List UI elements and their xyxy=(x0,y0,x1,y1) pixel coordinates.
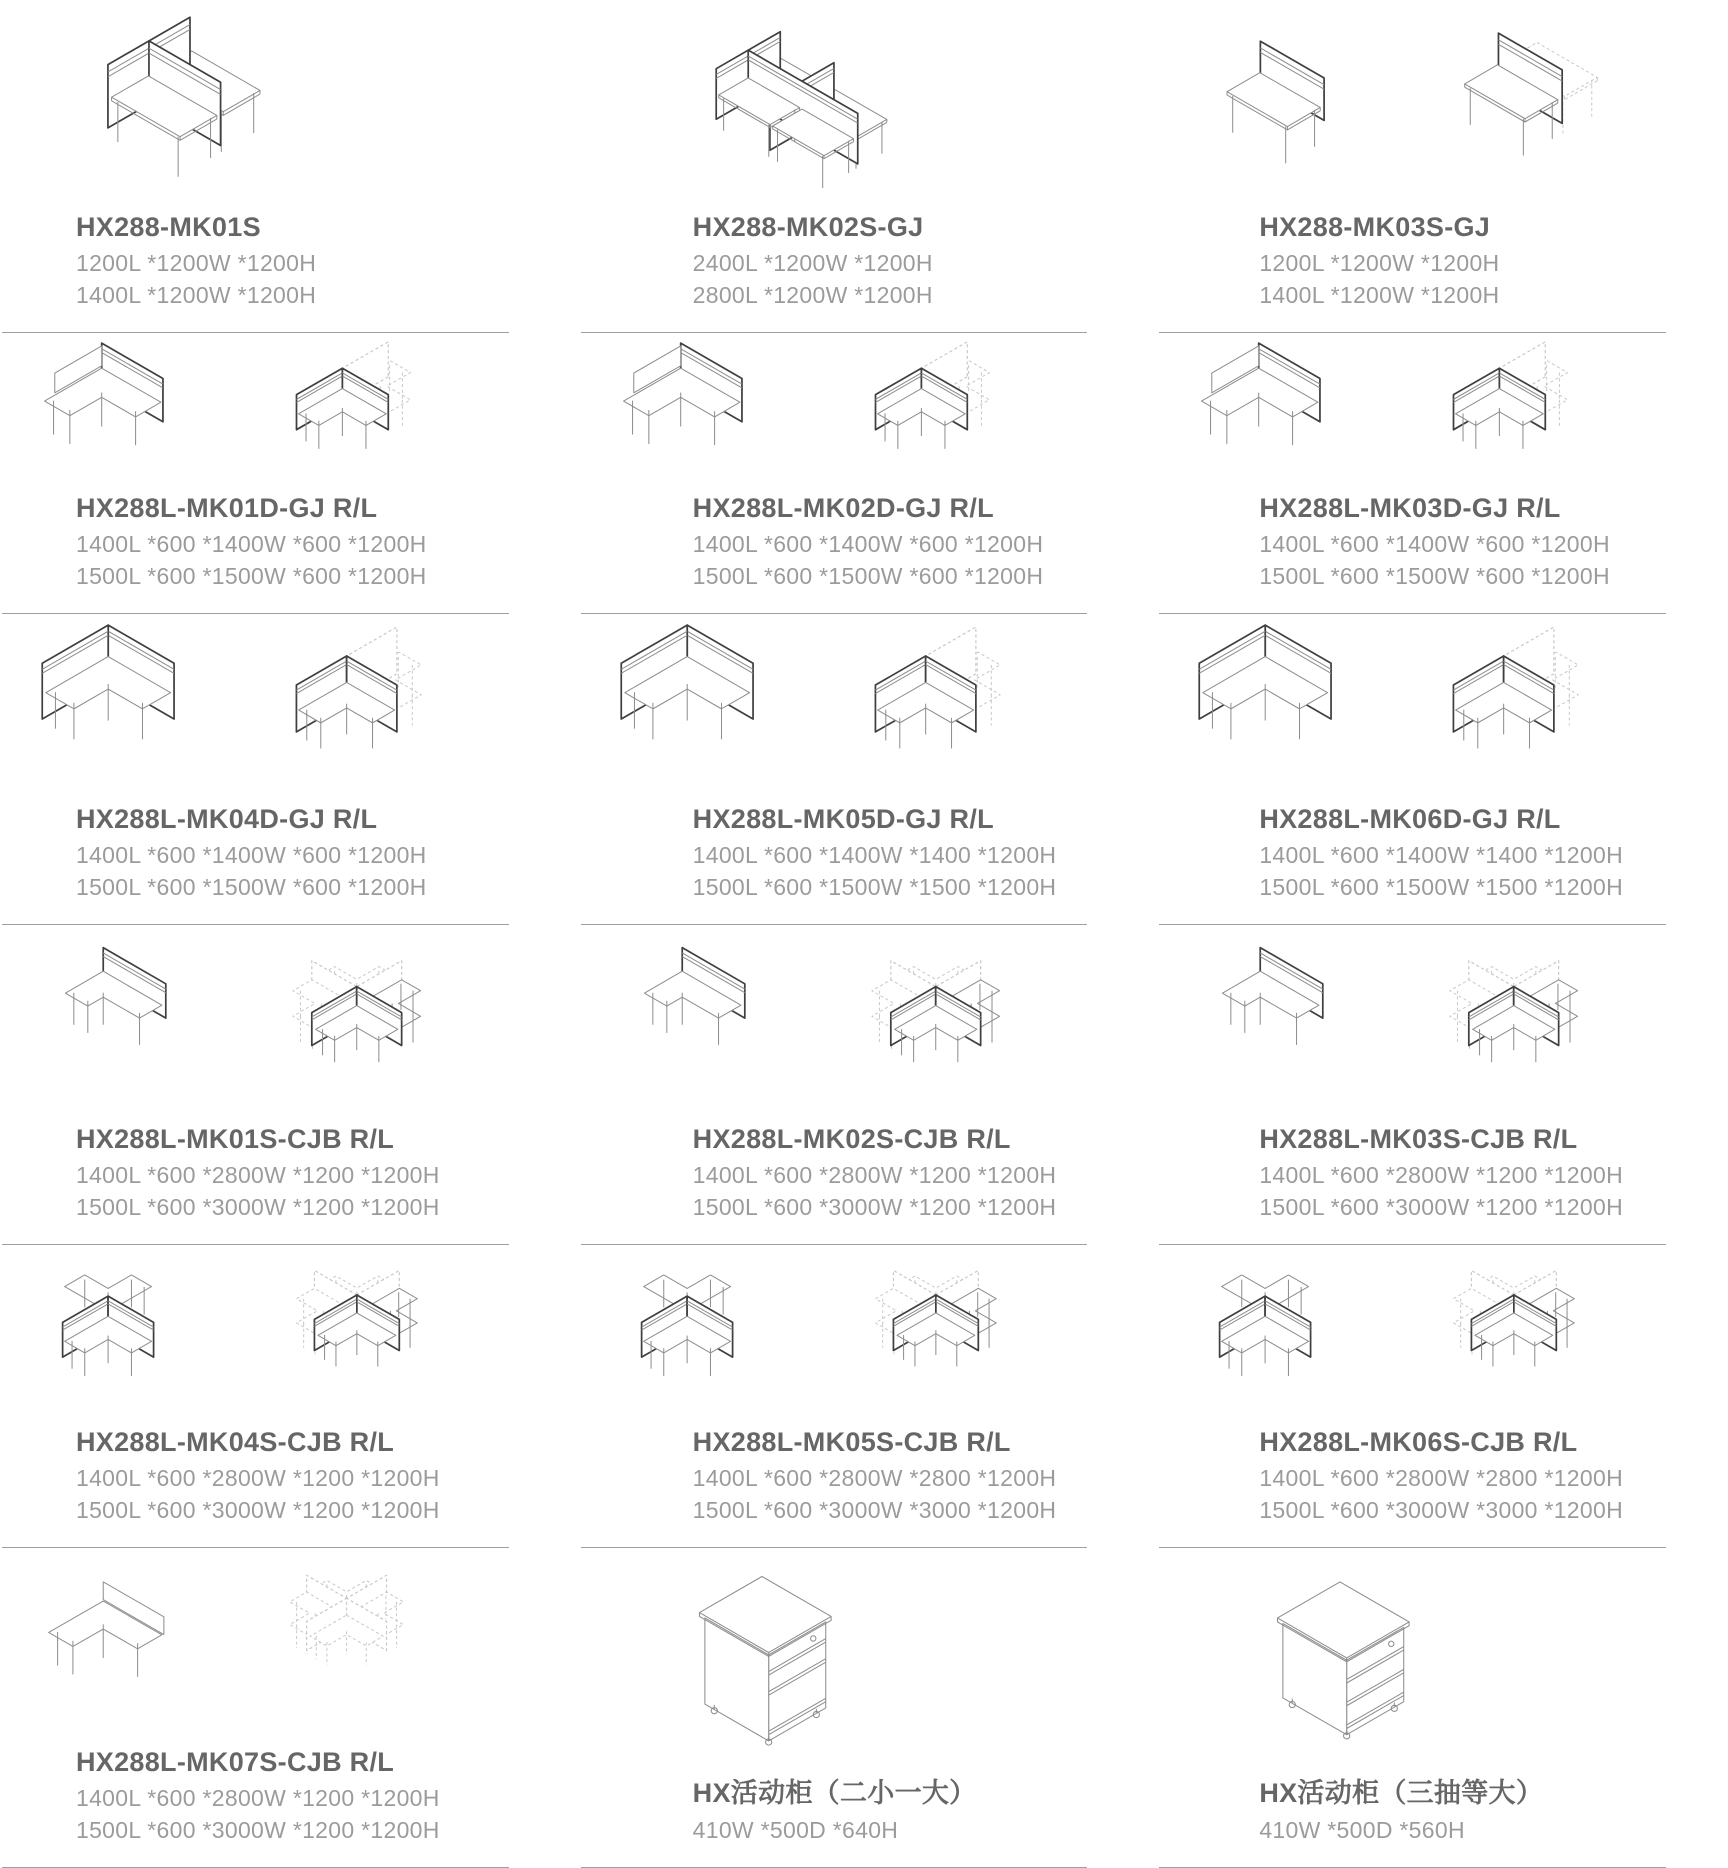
product-illustration xyxy=(1159,1245,1666,1423)
product-dimensions-line: 1500L *600 *3000W *1200 *1200H xyxy=(76,1817,440,1844)
workstation-line-drawing-icon xyxy=(2,333,509,489)
product-card xyxy=(1159,0,1666,333)
product-card xyxy=(2,925,509,1245)
workstation-line-drawing-icon xyxy=(581,333,1088,489)
product-card xyxy=(2,614,509,925)
product-card xyxy=(581,1245,1088,1548)
product-dimensions-line: 1400L *600 *2800W *2800 *1200H xyxy=(692,1464,1057,1491)
product-model: HX288L-MK02S-CJB R/L xyxy=(692,1123,1011,1154)
product-model: HX288-MK02S-GJ xyxy=(692,211,924,242)
workstation-line-drawing-icon xyxy=(1159,333,1666,489)
product-illustration xyxy=(2,1245,509,1423)
product-dimensions-line: 1500L *600 *1500W *1500 *1200H xyxy=(1259,874,1623,901)
product-model: HX活动柜（二小一大） xyxy=(692,1778,977,1809)
product-illustration xyxy=(581,1245,1088,1423)
product-model: HX288L-MK06D-GJ R/L xyxy=(1259,803,1561,834)
product-dimensions-line: 1200L *1200W *1200H xyxy=(1259,249,1500,276)
product-dimensions-line: 1400L *600 *1400W *1400 *1200H xyxy=(1259,841,1623,868)
product-dimensions-line: 1400L *600 *1400W *600 *1200H xyxy=(76,530,427,557)
workstation-line-drawing-icon xyxy=(1159,614,1666,800)
mobile-pedestal-line-drawing-icon xyxy=(1159,1548,1666,1767)
product-dimensions-line: 1500L *600 *1500W *600 *1200H xyxy=(692,563,1044,590)
product-dimensions-line: 2400L *1200W *1200H xyxy=(692,249,933,276)
product-dimensions-line: 1400L *1200W *1200H xyxy=(76,282,317,309)
product-illustration xyxy=(581,614,1088,800)
product-model: HX288L-MK01S-CJB R/L xyxy=(76,1123,395,1154)
product-model: HX288L-MK03D-GJ R/L xyxy=(1259,492,1561,523)
product-model: HX288L-MK06S-CJB R/L xyxy=(1259,1426,1578,1457)
workstation-line-drawing-icon xyxy=(2,614,509,800)
product-card xyxy=(2,1548,509,1868)
product-dimensions-line: 1400L *600 *1400W *600 *1200H xyxy=(692,530,1044,557)
product-dimensions-line: 410W *500D *640H xyxy=(692,1817,899,1844)
product-dimensions-line: 1500L *600 *1500W *600 *1200H xyxy=(76,874,427,901)
product-model: HX288L-MK03S-CJB R/L xyxy=(1259,1123,1578,1154)
workstation-line-drawing-icon xyxy=(581,925,1088,1120)
product-card xyxy=(2,333,509,614)
product-illustration xyxy=(1159,0,1666,208)
product-card xyxy=(1159,1245,1666,1548)
mobile-pedestal-line-drawing-icon xyxy=(581,1548,1088,1767)
product-model: HX288-MK01S xyxy=(76,211,261,242)
product-dimensions-line: 1400L *600 *2800W *1200 *1200H xyxy=(692,1161,1057,1188)
workstation-line-drawing-icon xyxy=(581,0,1088,208)
product-card xyxy=(1159,333,1666,614)
product-illustration xyxy=(1159,1548,1666,1767)
product-model: HX288L-MK05S-CJB R/L xyxy=(692,1426,1011,1457)
product-card xyxy=(581,614,1088,925)
product-illustration xyxy=(1159,925,1666,1120)
product-illustration xyxy=(2,925,509,1120)
workstation-line-drawing-icon xyxy=(1159,1245,1666,1423)
product-illustration xyxy=(2,333,509,489)
product-dimensions-line: 1500L *600 *3000W *1200 *1200H xyxy=(76,1497,440,1524)
product-illustration xyxy=(1159,333,1666,489)
workstation-line-drawing-icon xyxy=(1159,925,1666,1120)
product-dimensions-line: 1500L *600 *3000W *1200 *1200H xyxy=(692,1194,1057,1221)
product-dimensions-line: 1400L *600 *2800W *2800 *1200H xyxy=(1259,1464,1623,1491)
product-card xyxy=(2,0,509,333)
product-model: HX288L-MK04D-GJ R/L xyxy=(76,803,378,834)
product-model: HX活动柜（三抽等大） xyxy=(1259,1778,1544,1809)
workstation-line-drawing-icon xyxy=(1159,0,1666,208)
product-dimensions-line: 1200L *1200W *1200H xyxy=(76,249,317,276)
product-card xyxy=(581,0,1088,333)
product-model: HX288L-MK04S-CJB R/L xyxy=(76,1426,395,1457)
product-illustration xyxy=(581,1548,1088,1767)
product-model: HX288-MK03S-GJ xyxy=(1259,211,1491,242)
product-model: HX288L-MK01D-GJ R/L xyxy=(76,492,378,523)
product-dimensions-line: 1500L *600 *3000W *3000 *1200H xyxy=(1259,1497,1623,1524)
product-illustration xyxy=(1159,614,1666,800)
product-dimensions-line: 1400L *600 *2800W *1200 *1200H xyxy=(76,1464,440,1491)
product-card xyxy=(2,1245,509,1548)
product-dimensions-line: 1400L *600 *2800W *1200 *1200H xyxy=(76,1161,440,1188)
product-card xyxy=(1159,614,1666,925)
product-model: HX288L-MK02D-GJ R/L xyxy=(692,492,994,523)
workstation-line-drawing-icon xyxy=(581,614,1088,800)
product-dimensions-line: 1500L *600 *3000W *1200 *1200H xyxy=(76,1194,440,1221)
product-illustration xyxy=(581,0,1088,208)
product-card xyxy=(581,1548,1088,1868)
product-dimensions-line: 1400L *600 *1400W *600 *1200H xyxy=(1259,530,1610,557)
workstation-line-drawing-icon xyxy=(581,1245,1088,1423)
product-dimensions-line: 1500L *600 *1500W *1500 *1200H xyxy=(692,874,1057,901)
product-model: HX288L-MK07S-CJB R/L xyxy=(76,1746,395,1777)
product-illustration xyxy=(2,1548,509,1743)
product-card xyxy=(1159,925,1666,1245)
product-dimensions-line: 1400L *600 *2800W *1200 *1200H xyxy=(1259,1161,1623,1188)
product-illustration xyxy=(581,925,1088,1120)
product-dimensions-line: 1500L *600 *1500W *600 *1200H xyxy=(1259,563,1610,590)
workstation-line-drawing-icon xyxy=(2,0,509,208)
product-card xyxy=(1159,1548,1666,1868)
product-dimensions-line: 1400L *1200W *1200H xyxy=(1259,282,1500,309)
product-dimensions-line: 1400L *600 *1400W *600 *1200H xyxy=(76,841,427,868)
product-illustration xyxy=(2,0,509,208)
workstation-line-drawing-icon xyxy=(2,925,509,1120)
workstation-line-drawing-icon xyxy=(2,1548,509,1743)
product-dimensions-line: 1500L *600 *1500W *600 *1200H xyxy=(76,563,427,590)
product-dimensions-line: 1500L *600 *3000W *3000 *1200H xyxy=(692,1497,1057,1524)
product-illustration xyxy=(581,333,1088,489)
product-model: HX288L-MK05D-GJ R/L xyxy=(692,803,994,834)
product-illustration xyxy=(2,614,509,800)
product-dimensions-line: 410W *500D *560H xyxy=(1259,1817,1465,1844)
product-card xyxy=(581,333,1088,614)
product-dimensions-line: 1400L *600 *1400W *1400 *1200H xyxy=(692,841,1057,868)
product-card xyxy=(581,925,1088,1245)
workstation-line-drawing-icon xyxy=(2,1245,509,1423)
product-dimensions-line: 1400L *600 *2800W *1200 *1200H xyxy=(76,1784,440,1811)
product-dimensions-line: 1500L *600 *3000W *1200 *1200H xyxy=(1259,1194,1623,1221)
product-dimensions-line: 2800L *1200W *1200H xyxy=(692,282,933,309)
